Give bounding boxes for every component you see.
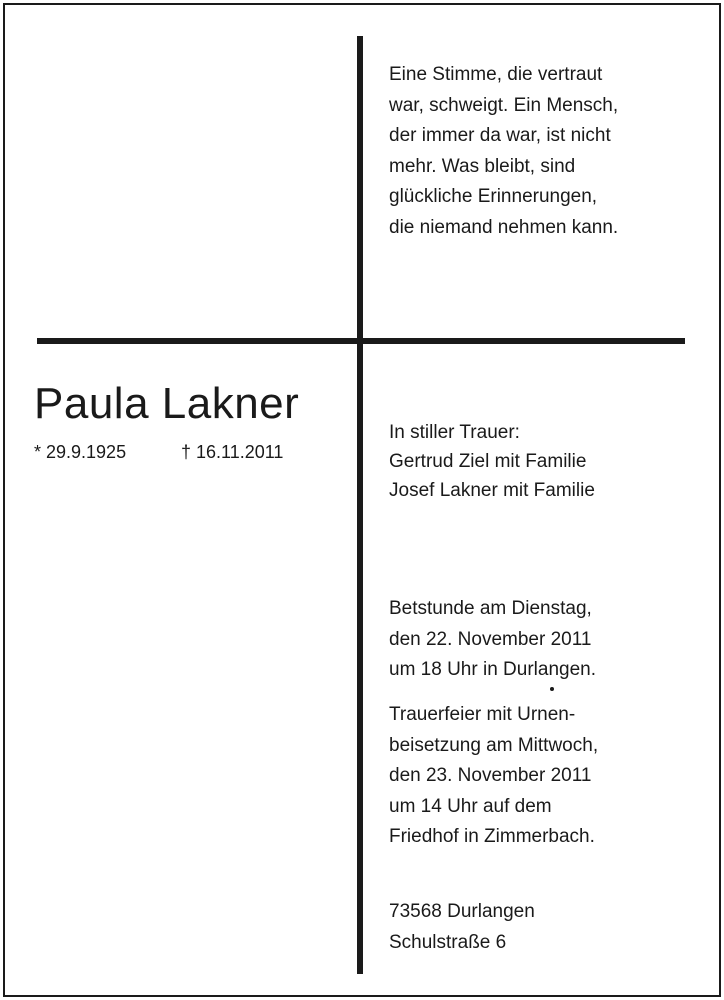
cross-horizontal-beam (37, 338, 685, 344)
mourners-list: In stiller Trauer: Gertrud Ziel mit Familie Josef Lakner mit Familie (389, 422, 595, 501)
prayer-service-notice: Betstunde am Dienstag, den 22. November 2011 um 18 Uhr in Durlangen. (389, 598, 596, 680)
death-date: † 16.11.2011 (181, 442, 284, 462)
deceased-name: Paula Lakner (34, 379, 300, 428)
memorial-quote: Eine Stimme, die vertraut war, schweigt. Ein Mensch, der immer da war, ist nicht mehr. Was bleibt, sind glückliche Erinnerungen, die niemand nehmen kann. (389, 64, 619, 238)
cross-vertical-beam (357, 36, 363, 974)
family-address: 73568 Durlangen Schulstraße 6 (389, 901, 535, 953)
funeral-notice: Trauerfeier mit Urnen- beisetzung am Mittwoch, den 23. November 2011 um 14 Uhr auf dem Friedhof in Zimmerbach. (389, 704, 599, 847)
separator-dot (550, 687, 554, 691)
birth-date: * 29.9.1925 (34, 442, 127, 462)
